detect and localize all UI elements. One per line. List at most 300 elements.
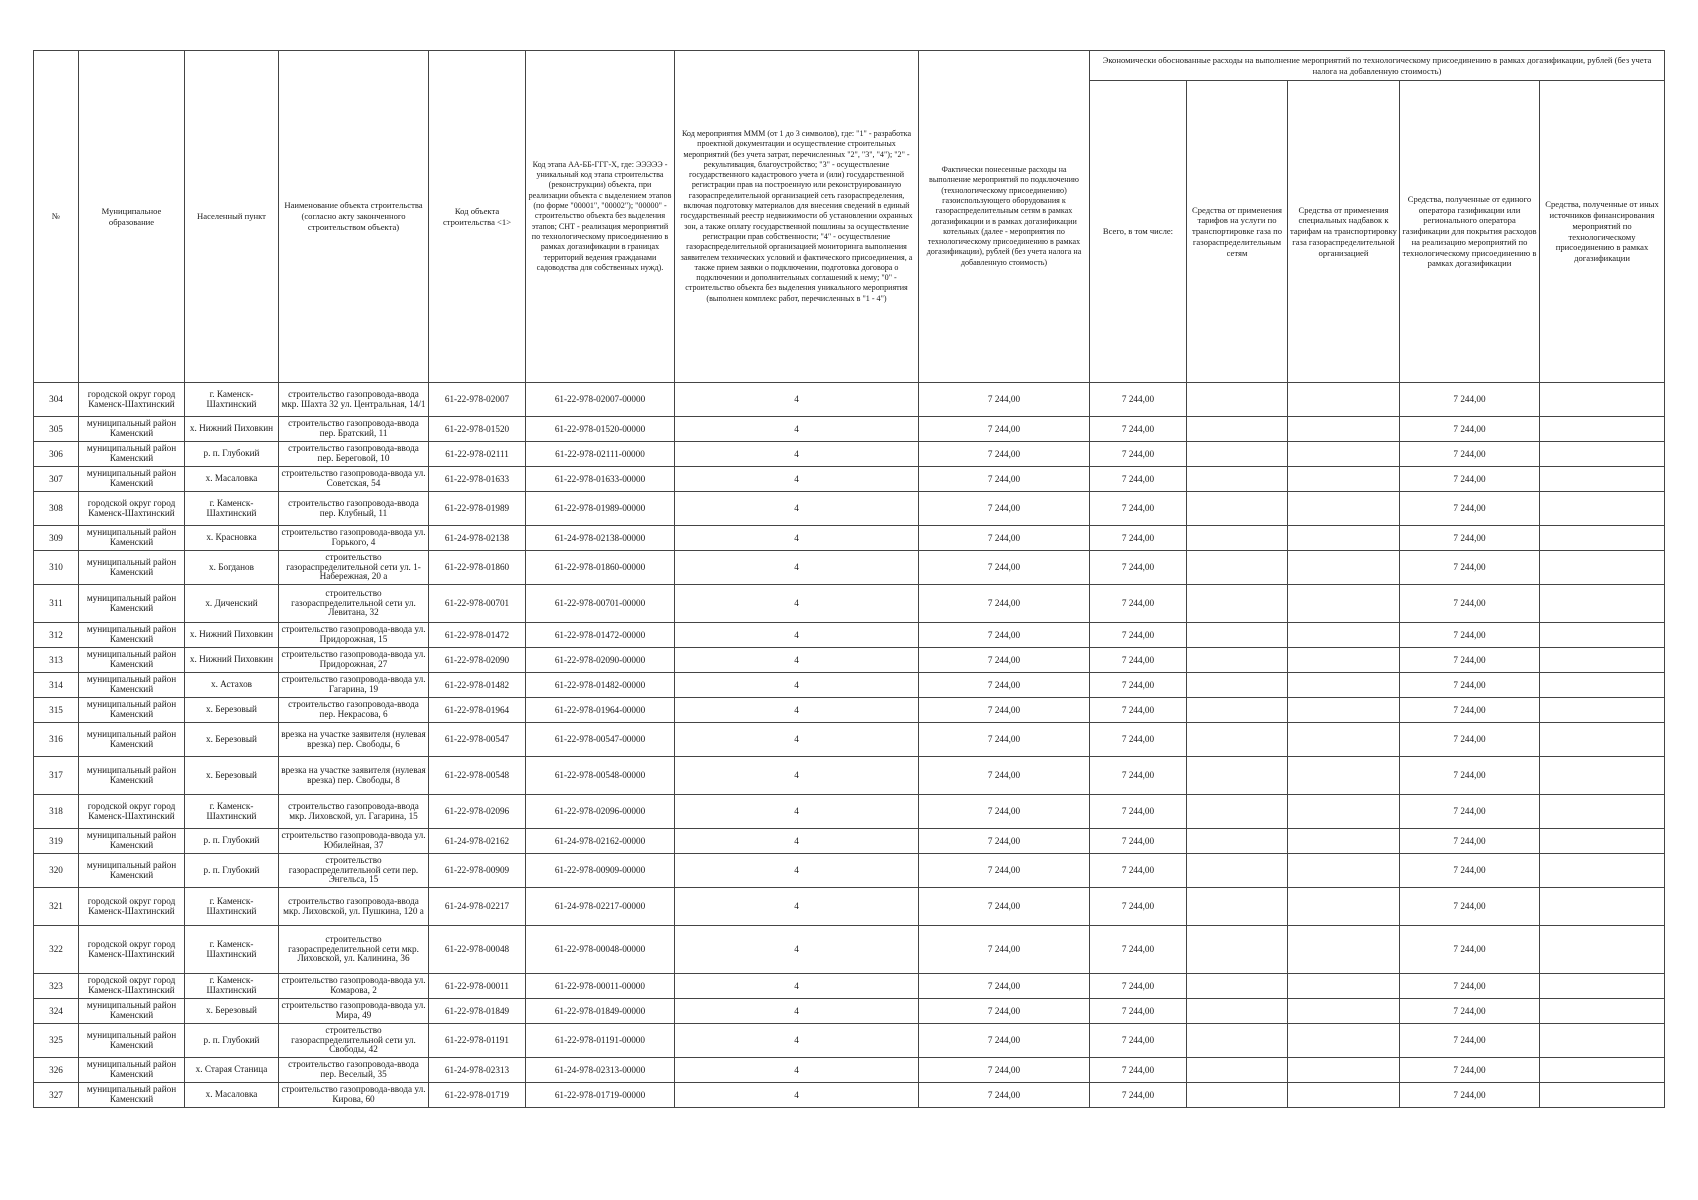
table-row [34, 417, 1665, 442]
table-row [34, 623, 1665, 648]
surcharges-cell [1288, 829, 1400, 854]
object-code-cell: 61-22-978-01964 [429, 698, 526, 723]
object-code-cell: 61-22-978-00011 [429, 974, 526, 999]
settlement-cell: х. Нижний Пиховкин [185, 648, 279, 673]
object-name-cell: строительство газопровода-ввода ул. Придорожная, 15 [279, 623, 429, 648]
event-code-cell: 4 [675, 723, 919, 757]
object-name-cell: строительство газопровода-ввода ул. Кирова, 60 [279, 1083, 429, 1108]
stage-code-cell: 61-22-978-02111-00000 [526, 442, 675, 467]
object-code-cell: 61-22-978-01989 [429, 492, 526, 526]
municipality-cell: муниципальный район Каменский [79, 673, 185, 698]
other-sources-cell [1540, 757, 1665, 795]
header-num: № [34, 51, 79, 383]
event-code-cell: 4 [675, 926, 919, 974]
municipality-cell: муниципальный район Каменский [79, 1058, 185, 1083]
surcharges-cell [1288, 417, 1400, 442]
event-code-cell: 4 [675, 888, 919, 926]
row-number: 309 [34, 526, 79, 551]
stage-code-cell: 61-22-978-01191-00000 [526, 1024, 675, 1058]
municipality-cell: муниципальный район Каменский [79, 757, 185, 795]
settlement-cell: х. Богданов [185, 551, 279, 585]
object-code-cell: 61-22-978-01860 [429, 551, 526, 585]
tariffs-cell [1187, 492, 1288, 526]
other-sources-cell [1540, 854, 1665, 888]
event-code-cell: 4 [675, 829, 919, 854]
municipality-cell: городской округ город Каменск-Шахтинский [79, 888, 185, 926]
total-cell: 7 244,00 [1090, 829, 1187, 854]
municipality-cell: муниципальный район Каменский [79, 467, 185, 492]
surcharges-cell [1288, 1024, 1400, 1058]
municipality-cell: городской округ город Каменск-Шахтинский [79, 795, 185, 829]
surcharges-cell [1288, 888, 1400, 926]
actual-costs-cell: 7 244,00 [919, 492, 1090, 526]
surcharges-cell [1288, 723, 1400, 757]
operator-cell: 7 244,00 [1400, 1083, 1540, 1108]
object-name-cell: строительство газопровода-ввода ул. Комарова, 2 [279, 974, 429, 999]
operator-cell: 7 244,00 [1400, 795, 1540, 829]
event-code-cell: 4 [675, 623, 919, 648]
table-row [34, 999, 1665, 1024]
other-sources-cell [1540, 795, 1665, 829]
row-number: 324 [34, 999, 79, 1024]
operator-cell: 7 244,00 [1400, 623, 1540, 648]
object-code-cell: 61-22-978-01719 [429, 1083, 526, 1108]
event-code-cell: 4 [675, 383, 919, 417]
settlement-cell: х. Масаловка [185, 467, 279, 492]
object-code-cell: 61-22-978-01482 [429, 673, 526, 698]
object-name-cell: строительство газораспределительной сети ул. 1-Набережная, 20 а [279, 551, 429, 585]
other-sources-cell [1540, 623, 1665, 648]
object-code-cell: 61-22-978-00909 [429, 854, 526, 888]
object-name-cell: строительство газопровода-ввода ул. Горького, 4 [279, 526, 429, 551]
operator-cell: 7 244,00 [1400, 417, 1540, 442]
object-name-cell: строительство газораспределительной сети ул. Свободы, 42 [279, 1024, 429, 1058]
settlement-cell: х. Березовый [185, 723, 279, 757]
stage-code-cell: 61-22-978-01989-00000 [526, 492, 675, 526]
row-number: 323 [34, 974, 79, 999]
row-number: 319 [34, 829, 79, 854]
municipality-cell: муниципальный район Каменский [79, 585, 185, 623]
table-row [34, 926, 1665, 974]
municipality-cell: городской округ город Каменск-Шахтинский [79, 383, 185, 417]
header-operator: Средства, полученные от единого оператора газификации или регионального оператора газификации для покрытия расходов на реализацию мероприятий по технологическому присоединению в рамках догазификации [1400, 81, 1540, 383]
table-row [34, 585, 1665, 623]
table-row [34, 383, 1665, 417]
object-name-cell: строительство газопровода-ввода ул. Мира, 49 [279, 999, 429, 1024]
event-code-cell: 4 [675, 467, 919, 492]
actual-costs-cell: 7 244,00 [919, 417, 1090, 442]
other-sources-cell [1540, 417, 1665, 442]
operator-cell: 7 244,00 [1400, 974, 1540, 999]
total-cell: 7 244,00 [1090, 417, 1187, 442]
object-code-cell: 61-22-978-00701 [429, 585, 526, 623]
surcharges-cell [1288, 795, 1400, 829]
stage-code-cell: 61-22-978-01719-00000 [526, 1083, 675, 1108]
other-sources-cell [1540, 1024, 1665, 1058]
object-code-cell: 61-22-978-02007 [429, 383, 526, 417]
event-code-cell: 4 [675, 795, 919, 829]
total-cell: 7 244,00 [1090, 526, 1187, 551]
stage-code-cell: 61-24-978-02162-00000 [526, 829, 675, 854]
tariffs-cell [1187, 442, 1288, 467]
stage-code-cell: 61-22-978-02090-00000 [526, 648, 675, 673]
actual-costs-cell: 7 244,00 [919, 926, 1090, 974]
event-code-cell: 4 [675, 492, 919, 526]
actual-costs-cell: 7 244,00 [919, 673, 1090, 698]
actual-costs-cell: 7 244,00 [919, 723, 1090, 757]
event-code-cell: 4 [675, 854, 919, 888]
other-sources-cell [1540, 698, 1665, 723]
stage-code-cell: 61-22-978-01860-00000 [526, 551, 675, 585]
surcharges-cell [1288, 1083, 1400, 1108]
stage-code-cell: 61-22-978-00011-00000 [526, 974, 675, 999]
total-cell: 7 244,00 [1090, 383, 1187, 417]
table-row [34, 673, 1665, 698]
municipality-cell: муниципальный район Каменский [79, 854, 185, 888]
settlement-cell: р. п. Глубокий [185, 829, 279, 854]
operator-cell: 7 244,00 [1400, 1024, 1540, 1058]
tariffs-cell [1187, 648, 1288, 673]
settlement-cell: х. Красновка [185, 526, 279, 551]
total-cell: 7 244,00 [1090, 795, 1187, 829]
stage-code-cell: 61-22-978-00547-00000 [526, 723, 675, 757]
header-other-sources: Средства, полученные от иных источников финансирования мероприятий по технологическому присоединению в рамках догазификации [1540, 81, 1665, 383]
tariffs-cell [1187, 623, 1288, 648]
event-code-cell: 4 [675, 442, 919, 467]
surcharges-cell [1288, 383, 1400, 417]
settlement-cell: г. Каменск-Шахтинский [185, 888, 279, 926]
actual-costs-cell: 7 244,00 [919, 1083, 1090, 1108]
tariffs-cell [1187, 526, 1288, 551]
surcharges-cell [1288, 442, 1400, 467]
table-row [34, 1024, 1665, 1058]
surcharges-cell [1288, 999, 1400, 1024]
municipality-cell: муниципальный район Каменский [79, 1024, 185, 1058]
row-number: 304 [34, 383, 79, 417]
event-code-cell: 4 [675, 673, 919, 698]
operator-cell: 7 244,00 [1400, 585, 1540, 623]
object-name-cell: строительство газопровода-ввода ул. Советская, 54 [279, 467, 429, 492]
row-number: 315 [34, 698, 79, 723]
total-cell: 7 244,00 [1090, 648, 1187, 673]
tariffs-cell [1187, 723, 1288, 757]
stage-code-cell: 61-22-978-01472-00000 [526, 623, 675, 648]
table-row [34, 1083, 1665, 1108]
table-row [34, 526, 1665, 551]
settlement-cell: х. Старая Станица [185, 1058, 279, 1083]
event-code-cell: 4 [675, 1083, 919, 1108]
event-code-cell: 4 [675, 1058, 919, 1083]
surcharges-cell [1288, 648, 1400, 673]
actual-costs-cell: 7 244,00 [919, 383, 1090, 417]
actual-costs-cell: 7 244,00 [919, 442, 1090, 467]
total-cell: 7 244,00 [1090, 1058, 1187, 1083]
object-code-cell: 61-24-978-02313 [429, 1058, 526, 1083]
table-row [34, 723, 1665, 757]
table-row [34, 974, 1665, 999]
object-name-cell: строительство газопровода-ввода мкр. Лиховской, ул. Пушкина, 120 а [279, 888, 429, 926]
surcharges-cell [1288, 585, 1400, 623]
stage-code-cell: 61-22-978-00548-00000 [526, 757, 675, 795]
other-sources-cell [1540, 442, 1665, 467]
operator-cell: 7 244,00 [1400, 526, 1540, 551]
cost-table [33, 50, 1665, 1108]
total-cell: 7 244,00 [1090, 888, 1187, 926]
operator-cell: 7 244,00 [1400, 442, 1540, 467]
table-row [34, 757, 1665, 795]
total-cell: 7 244,00 [1090, 974, 1187, 999]
header-municipality: Муниципальное образование [79, 51, 185, 383]
other-sources-cell [1540, 526, 1665, 551]
settlement-cell: х. Березовый [185, 757, 279, 795]
stage-code-cell: 61-22-978-01849-00000 [526, 999, 675, 1024]
settlement-cell: р. п. Глубокий [185, 1024, 279, 1058]
event-code-cell: 4 [675, 585, 919, 623]
other-sources-cell [1540, 467, 1665, 492]
row-number: 317 [34, 757, 79, 795]
surcharges-cell [1288, 698, 1400, 723]
actual-costs-cell: 7 244,00 [919, 888, 1090, 926]
stage-code-cell: 61-22-978-00701-00000 [526, 585, 675, 623]
event-code-cell: 4 [675, 1024, 919, 1058]
operator-cell: 7 244,00 [1400, 926, 1540, 974]
stage-code-cell: 61-22-978-01964-00000 [526, 698, 675, 723]
header-actual-costs: Фактически понесенные расходы на выполнение мероприятий по подключению (технологическому присоединению) газоиспользующего оборудования к газораспределительным сетям в рамках догазификации и в рамках догазификации котельных (далее - мероприятия по технологическому присоединению в рамках догазификации), рублей (без учета налога на добавленную стоимость) [919, 51, 1090, 383]
total-cell: 7 244,00 [1090, 854, 1187, 888]
stage-code-cell: 61-22-978-01520-00000 [526, 417, 675, 442]
tariffs-cell [1187, 1083, 1288, 1108]
actual-costs-cell: 7 244,00 [919, 1058, 1090, 1083]
object-name-cell: врезка на участке заявителя (нулевая врезка) пер. Свободы, 8 [279, 757, 429, 795]
object-code-cell: 61-22-978-02111 [429, 442, 526, 467]
surcharges-cell [1288, 526, 1400, 551]
municipality-cell: муниципальный район Каменский [79, 1083, 185, 1108]
total-cell: 7 244,00 [1090, 623, 1187, 648]
table-row [34, 854, 1665, 888]
object-name-cell: строительство газопровода-ввода пер. Некрасова, 6 [279, 698, 429, 723]
table-row [34, 442, 1665, 467]
header-surcharges: Средства от применения специальных надбавок к тарифам на транспортировку газа газораспределительной организацией [1288, 81, 1400, 383]
other-sources-cell [1540, 974, 1665, 999]
object-name-cell: строительство газопровода-ввода ул. Гагарина, 19 [279, 673, 429, 698]
operator-cell: 7 244,00 [1400, 999, 1540, 1024]
actual-costs-cell: 7 244,00 [919, 467, 1090, 492]
header-settlement: Населенный пункт [185, 51, 279, 383]
object-name-cell: врезка на участке заявителя (нулевая врезка) пер. Свободы, 6 [279, 723, 429, 757]
event-code-cell: 4 [675, 974, 919, 999]
object-code-cell: 61-22-978-01849 [429, 999, 526, 1024]
object-name-cell: строительство газораспределительной сети пер. Энгельса, 15 [279, 854, 429, 888]
object-code-cell: 61-22-978-01191 [429, 1024, 526, 1058]
object-name-cell: строительство газопровода-ввода мкр. Лиховской, ул. Гагарина, 15 [279, 795, 429, 829]
operator-cell: 7 244,00 [1400, 888, 1540, 926]
other-sources-cell [1540, 723, 1665, 757]
tariffs-cell [1187, 673, 1288, 698]
row-number: 320 [34, 854, 79, 888]
table-row [34, 795, 1665, 829]
header-justified-costs: Экономически обоснованные расходы на выполнение мероприятий по технологическому присоединению в рамках догазификации, рублей (без учета налога на добавленную стоимость) [1090, 51, 1665, 81]
other-sources-cell [1540, 926, 1665, 974]
operator-cell: 7 244,00 [1400, 551, 1540, 585]
event-code-cell: 4 [675, 757, 919, 795]
operator-cell: 7 244,00 [1400, 723, 1540, 757]
tariffs-cell [1187, 1024, 1288, 1058]
municipality-cell: городской округ город Каменск-Шахтинский [79, 926, 185, 974]
actual-costs-cell: 7 244,00 [919, 623, 1090, 648]
object-name-cell: строительство газопровода-ввода пер. Береговой, 10 [279, 442, 429, 467]
other-sources-cell [1540, 673, 1665, 698]
settlement-cell: г. Каменск-Шахтинский [185, 926, 279, 974]
stage-code-cell: 61-22-978-02096-00000 [526, 795, 675, 829]
tariffs-cell [1187, 999, 1288, 1024]
municipality-cell: муниципальный район Каменский [79, 723, 185, 757]
row-number: 325 [34, 1024, 79, 1058]
surcharges-cell [1288, 492, 1400, 526]
header-event-code: Код мероприятия МММ (от 1 до 3 символов), где: "1" - разработка проектной документации и осуществление строительных мероприятий (без учета затрат, перечисленных "2", "3", "4"); "2" - рекультивация, благоустройство; "3" - осуществление государственного кадастрового учета и (или) государственной регистрации прав на построенную или реконструированную газораспределительной организацией сеть газораспределения, включая подготовку материалов для внесения сведений в единый государственный реестр недвижимости об установлении охранных зон, а также оплату государственной пошлины за осуществление регистрации прав собственности; "4" - осуществление газораспределительной организацией мониторинга выполнения заявителем технических условий и фактического присоединения, а также прием заявки о подключении, подготовка договора о подключении и дополнительных соглашений к нему; "0" - строительство объекта без выделения уникального мероприятия (выполнен комплекс работ, перечисленных в "1 - 4") [675, 51, 919, 383]
settlement-cell: х. Нижний Пиховкин [185, 623, 279, 648]
tariffs-cell [1187, 698, 1288, 723]
tariffs-cell [1187, 795, 1288, 829]
stage-code-cell: 61-22-978-01482-00000 [526, 673, 675, 698]
tariffs-cell [1187, 1058, 1288, 1083]
operator-cell: 7 244,00 [1400, 673, 1540, 698]
surcharges-cell [1288, 974, 1400, 999]
row-number: 321 [34, 888, 79, 926]
total-cell: 7 244,00 [1090, 585, 1187, 623]
settlement-cell: х. Астахов [185, 673, 279, 698]
total-cell: 7 244,00 [1090, 926, 1187, 974]
operator-cell: 7 244,00 [1400, 383, 1540, 417]
surcharges-cell [1288, 1058, 1400, 1083]
other-sources-cell [1540, 1058, 1665, 1083]
tariffs-cell [1187, 467, 1288, 492]
settlement-cell: х. Березовый [185, 698, 279, 723]
municipality-cell: муниципальный район Каменский [79, 442, 185, 467]
event-code-cell: 4 [675, 526, 919, 551]
header-object-code: Код объекта строительства <1> [429, 51, 526, 383]
actual-costs-cell: 7 244,00 [919, 999, 1090, 1024]
object-code-cell: 61-22-978-00048 [429, 926, 526, 974]
object-name-cell: строительство газораспределительной сети мкр. Лиховской, ул. Калинина, 36 [279, 926, 429, 974]
operator-cell: 7 244,00 [1400, 648, 1540, 673]
row-number: 316 [34, 723, 79, 757]
object-name-cell: строительство газопровода-ввода ул. Придорожная, 27 [279, 648, 429, 673]
actual-costs-cell: 7 244,00 [919, 526, 1090, 551]
object-name-cell: строительство газопровода-ввода мкр. Шахта 32 ул. Центральная, 14/1 [279, 383, 429, 417]
stage-code-cell: 61-24-978-02313-00000 [526, 1058, 675, 1083]
operator-cell: 7 244,00 [1400, 854, 1540, 888]
total-cell: 7 244,00 [1090, 467, 1187, 492]
row-number: 313 [34, 648, 79, 673]
settlement-cell: г. Каменск-Шахтинский [185, 974, 279, 999]
municipality-cell: муниципальный район Каменский [79, 829, 185, 854]
tariffs-cell [1187, 854, 1288, 888]
other-sources-cell [1540, 492, 1665, 526]
total-cell: 7 244,00 [1090, 442, 1187, 467]
municipality-cell: муниципальный район Каменский [79, 551, 185, 585]
other-sources-cell [1540, 829, 1665, 854]
object-code-cell: 61-22-978-01633 [429, 467, 526, 492]
row-number: 327 [34, 1083, 79, 1108]
municipality-cell: муниципальный район Каменский [79, 698, 185, 723]
total-cell: 7 244,00 [1090, 999, 1187, 1024]
other-sources-cell [1540, 648, 1665, 673]
other-sources-cell [1540, 888, 1665, 926]
settlement-cell: г. Каменск-Шахтинский [185, 383, 279, 417]
operator-cell: 7 244,00 [1400, 829, 1540, 854]
object-name-cell: строительство газопровода-ввода ул. Юбилейная, 37 [279, 829, 429, 854]
operator-cell: 7 244,00 [1400, 757, 1540, 795]
municipality-cell: муниципальный район Каменский [79, 526, 185, 551]
object-code-cell: 61-22-978-02096 [429, 795, 526, 829]
table-header [34, 51, 1665, 383]
row-number: 314 [34, 673, 79, 698]
stage-code-cell: 61-22-978-00048-00000 [526, 926, 675, 974]
object-code-cell: 61-22-978-01520 [429, 417, 526, 442]
other-sources-cell [1540, 551, 1665, 585]
settlement-cell: х. Березовый [185, 999, 279, 1024]
municipality-cell: муниципальный район Каменский [79, 417, 185, 442]
total-cell: 7 244,00 [1090, 1083, 1187, 1108]
surcharges-cell [1288, 623, 1400, 648]
total-cell: 7 244,00 [1090, 673, 1187, 698]
row-number: 305 [34, 417, 79, 442]
municipality-cell: городской округ город Каменск-Шахтинский [79, 974, 185, 999]
settlement-cell: х. Диченский [185, 585, 279, 623]
municipality-cell: муниципальный район Каменский [79, 623, 185, 648]
stage-code-cell: 61-24-978-02138-00000 [526, 526, 675, 551]
stage-code-cell: 61-22-978-02007-00000 [526, 383, 675, 417]
surcharges-cell [1288, 757, 1400, 795]
surcharges-cell [1288, 926, 1400, 974]
object-code-cell: 61-24-978-02217 [429, 888, 526, 926]
municipality-cell: городской округ город Каменск-Шахтинский [79, 492, 185, 526]
table-row [34, 551, 1665, 585]
settlement-cell: х. Нижний Пиховкин [185, 417, 279, 442]
object-code-cell: 61-24-978-02162 [429, 829, 526, 854]
other-sources-cell [1540, 999, 1665, 1024]
object-name-cell: строительство газопровода-ввода пер. Клубный, 11 [279, 492, 429, 526]
total-cell: 7 244,00 [1090, 551, 1187, 585]
settlement-cell: р. п. Глубокий [185, 442, 279, 467]
actual-costs-cell: 7 244,00 [919, 757, 1090, 795]
other-sources-cell [1540, 1083, 1665, 1108]
surcharges-cell [1288, 673, 1400, 698]
row-number: 326 [34, 1058, 79, 1083]
actual-costs-cell: 7 244,00 [919, 974, 1090, 999]
total-cell: 7 244,00 [1090, 757, 1187, 795]
actual-costs-cell: 7 244,00 [919, 795, 1090, 829]
table-row [34, 1058, 1665, 1083]
object-code-cell: 61-22-978-00548 [429, 757, 526, 795]
object-name-cell: строительство газораспределительной сети ул. Левитана, 32 [279, 585, 429, 623]
operator-cell: 7 244,00 [1400, 492, 1540, 526]
header-tariffs: Средства от применения тарифов на услуги по транспортировке газа по газораспределительным сетям [1187, 81, 1288, 383]
event-code-cell: 4 [675, 417, 919, 442]
header-total: Всего, в том числе: [1090, 81, 1187, 383]
row-number: 312 [34, 623, 79, 648]
surcharges-cell [1288, 551, 1400, 585]
settlement-cell: р. п. Глубокий [185, 854, 279, 888]
tariffs-cell [1187, 888, 1288, 926]
tariffs-cell [1187, 974, 1288, 999]
row-number: 308 [34, 492, 79, 526]
table-body [34, 383, 1665, 1108]
stage-code-cell: 61-22-978-00909-00000 [526, 854, 675, 888]
object-name-cell: строительство газопровода-ввода пер. Братский, 11 [279, 417, 429, 442]
other-sources-cell [1540, 585, 1665, 623]
event-code-cell: 4 [675, 648, 919, 673]
